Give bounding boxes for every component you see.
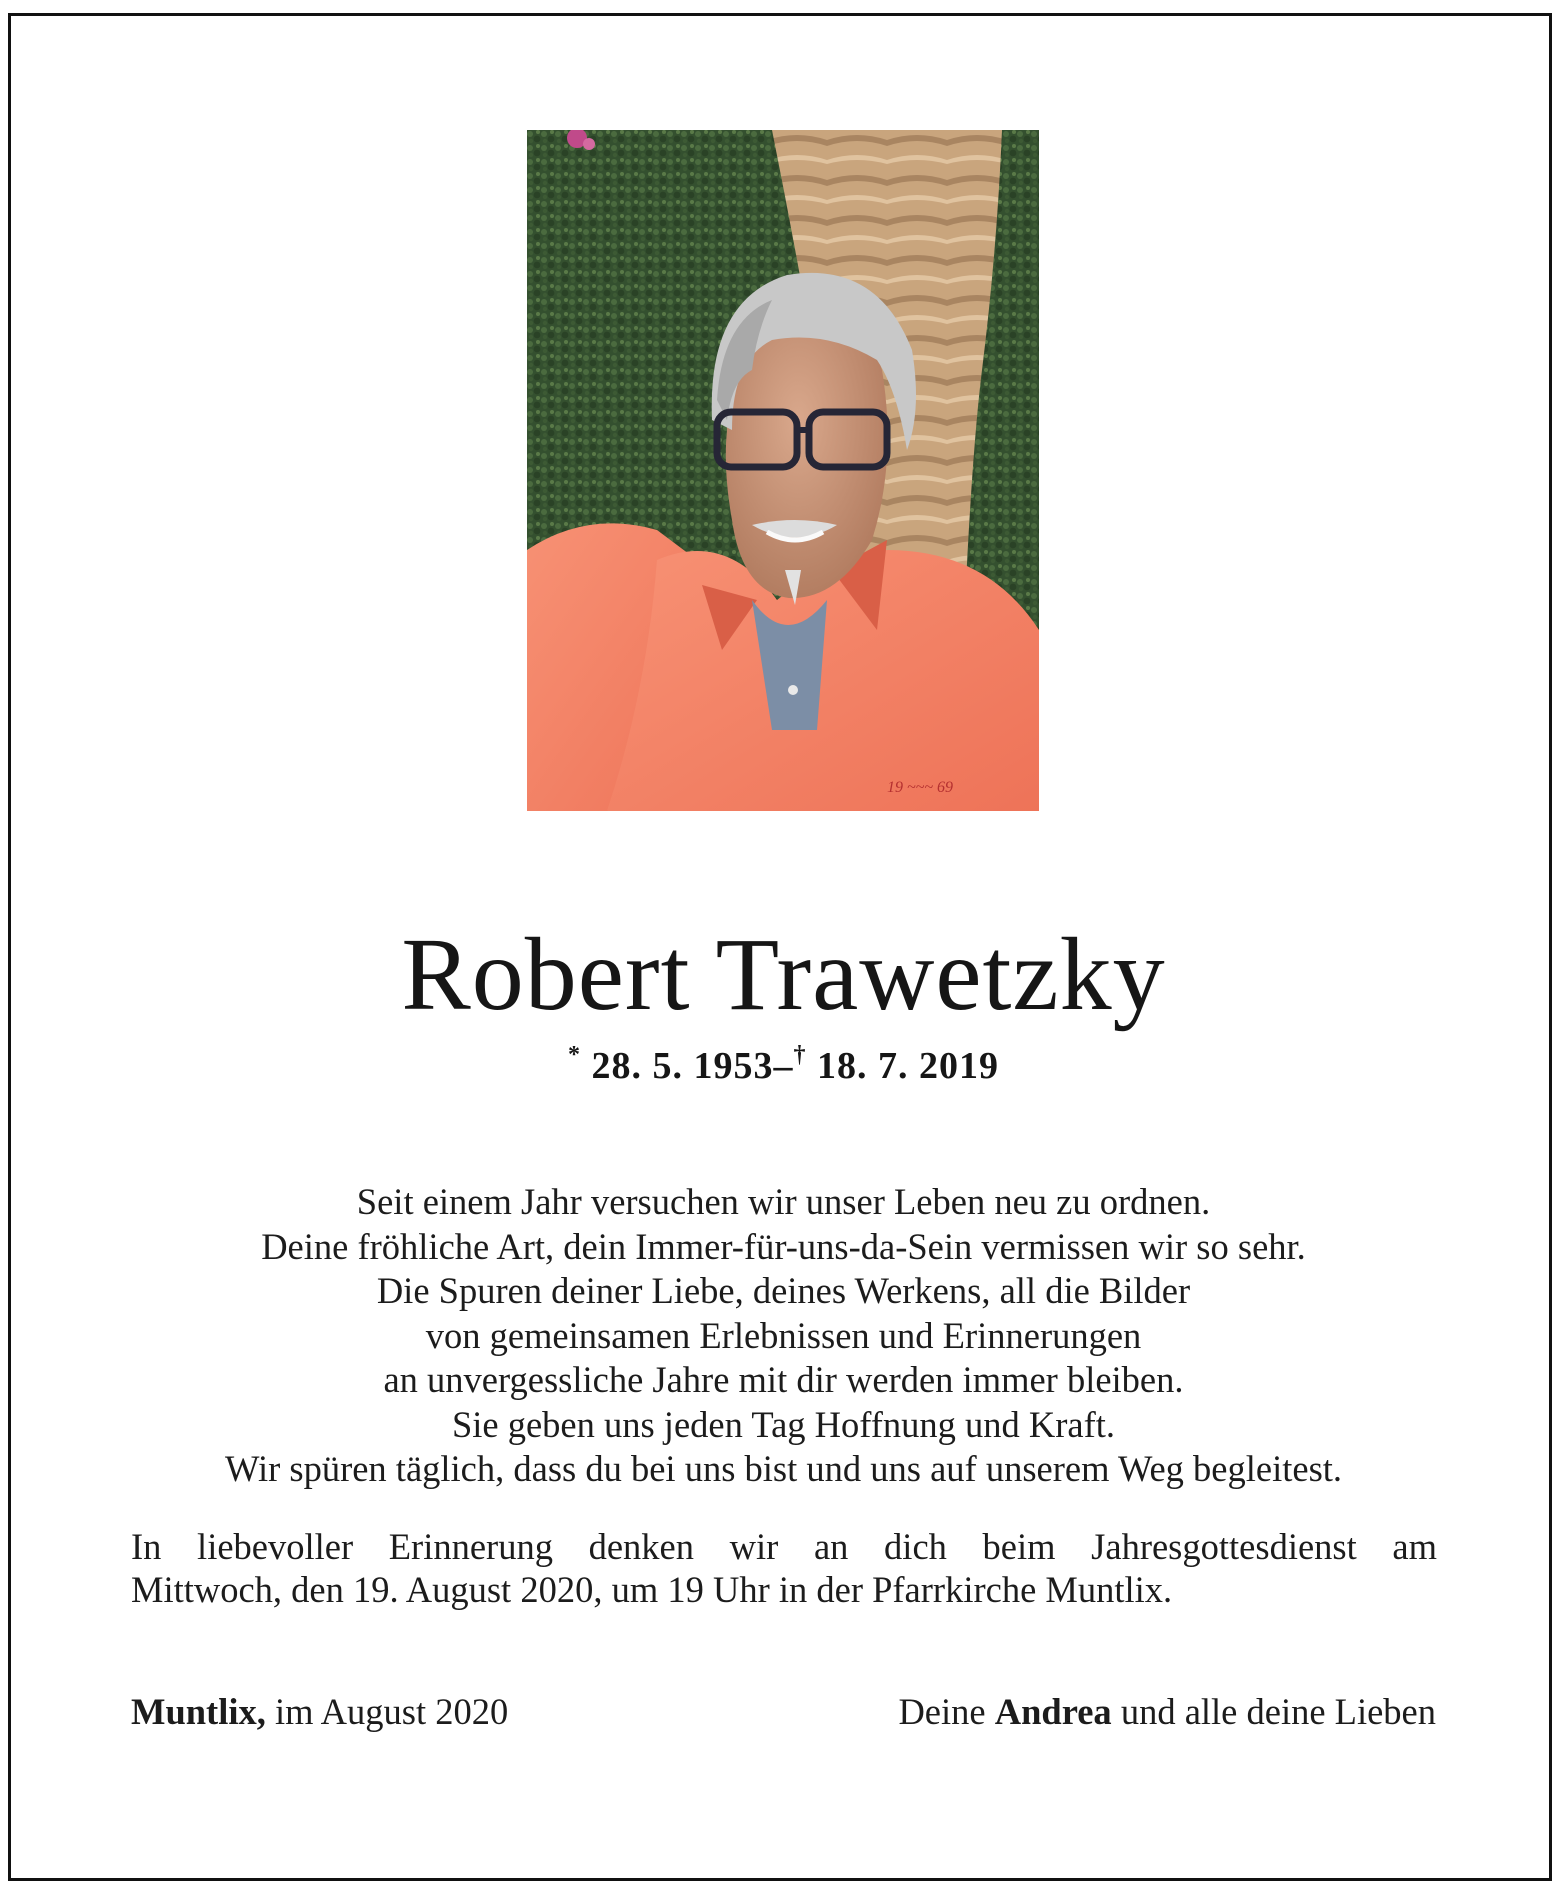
- signoff-prefix: Deine: [898, 1691, 995, 1732]
- poem-line: Seit einem Jahr versuchen wir unser Leben neu zu ordnen.: [356, 1181, 1211, 1222]
- place-name: Muntlix,: [131, 1691, 266, 1732]
- poem: [0, 1180, 1567, 1492]
- poem-line: von gemeinsamen Erlebnissen und Erinnerungen: [425, 1314, 1142, 1356]
- deceased-name: Robert Trawetzky: [401, 917, 1166, 1032]
- date-separator: –: [773, 1045, 794, 1087]
- memorial-notice: [131, 1525, 1437, 1611]
- death-date: 18. 7. 2019: [817, 1045, 999, 1087]
- poem-line: Deine fröhliche Art, dein Immer-für-uns-da-Sein vermissen wir so sehr.: [261, 1225, 1306, 1267]
- poem-line: Wir spüren täglich, dass du bei uns bist und uns auf unserem Weg begleitest.: [224, 1448, 1343, 1489]
- place-and-date: [131, 1690, 508, 1733]
- signoff-suffix: und alle deine Lieben: [1111, 1691, 1436, 1732]
- death-symbol: †: [793, 1042, 807, 1068]
- signoff-name: Andrea: [994, 1691, 1112, 1732]
- portrait-photo: [527, 130, 1039, 811]
- poem-line: Sie geben uns jeden Tag Hoffnung und Kraft.: [451, 1403, 1116, 1445]
- portrait-image: [527, 130, 1039, 811]
- svg-text:19 ~~~ 69: 19 ~~~ 69: [887, 779, 953, 796]
- notice-date: im August 2020: [265, 1691, 509, 1732]
- life-dates: [0, 1042, 1567, 1088]
- poem-line: Die Spuren deiner Liebe, deines Werkens, all die Bilder: [376, 1270, 1191, 1311]
- poem-line: an unvergessliche Jahre mit dir werden immer bleiben.: [383, 1359, 1184, 1400]
- birth-date: 28. 5. 1953: [591, 1045, 774, 1087]
- memorial-line-2: Mittwoch, den 19. August 2020, um 19 Uhr in der Pfarrkirche Muntlix.: [131, 1569, 1173, 1610]
- memorial-line-1: In liebevoller Erinnerung denken wir an dich beim Jahresgottesdienst am: [131, 1526, 1437, 1567]
- born-symbol: *: [568, 1042, 581, 1068]
- signoff: [898, 1690, 1436, 1733]
